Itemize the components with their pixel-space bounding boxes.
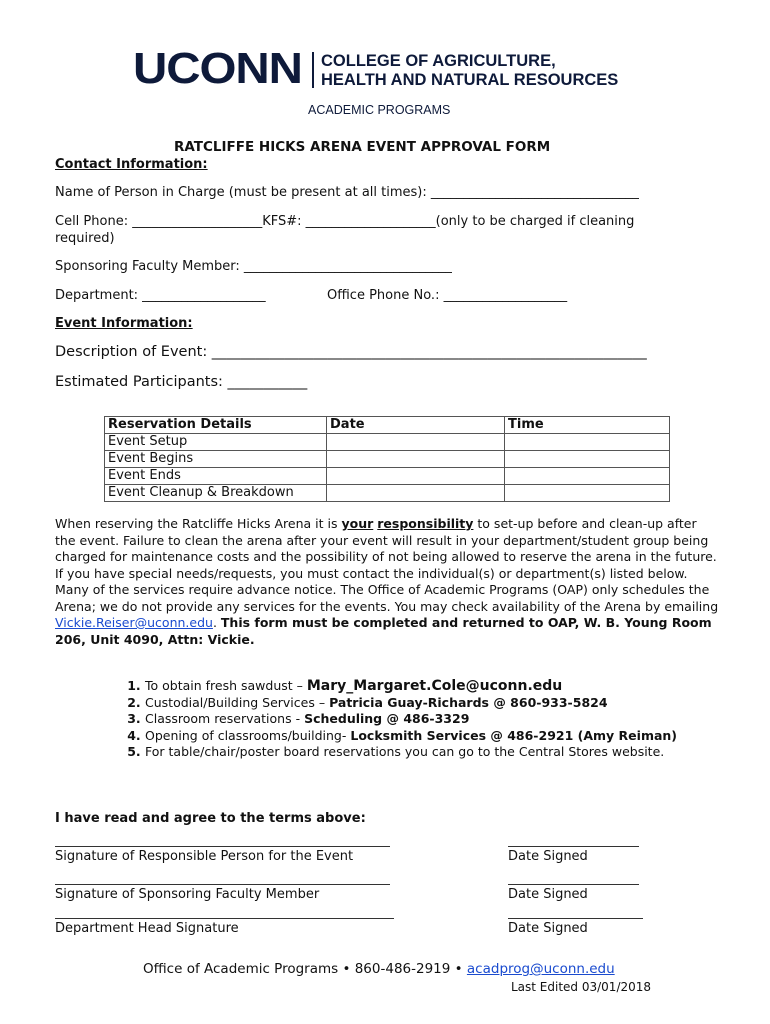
list-item bbox=[145, 744, 725, 761]
date-line-responsible[interactable] bbox=[508, 846, 639, 847]
time-cell[interactable] bbox=[505, 451, 670, 468]
list-item bbox=[145, 678, 725, 695]
list-item bbox=[145, 711, 725, 728]
list-item bbox=[145, 695, 725, 712]
cell-phone-kfs-field[interactable]: Cell Phone: ____________________KFS#: ____________________(only to be charged if cleaning bbox=[55, 214, 635, 229]
table-row bbox=[105, 451, 670, 468]
service-text: Opening of classrooms/building- bbox=[145, 727, 351, 743]
college-name bbox=[321, 52, 618, 90]
notice-responsibility: responsibility bbox=[377, 516, 474, 531]
uconn-logo: UCONN bbox=[133, 44, 302, 93]
signature-label: Department Head Signature bbox=[55, 921, 239, 936]
logo-divider bbox=[312, 52, 314, 88]
custodial-contact: Patricia Guay-Richards @ 860-933-5824 bbox=[329, 694, 608, 710]
service-text: Custodial/Building Services – bbox=[145, 694, 330, 710]
cell-phone-kfs-note: required) bbox=[55, 231, 115, 246]
signature-label: Signature of Sponsoring Faculty Member bbox=[55, 887, 320, 902]
event-description-field[interactable]: Description of Event: ____________________________________________________________ bbox=[55, 344, 647, 360]
form-title: RATCLIFFE HICKS ARENA EVENT APPROVAL FORM bbox=[174, 139, 551, 155]
college-name-line2: HEALTH AND NATURAL RESOURCES bbox=[321, 71, 619, 89]
date-label: Date Signed bbox=[508, 849, 588, 864]
date-cell[interactable] bbox=[327, 468, 505, 485]
list-item bbox=[145, 728, 725, 745]
table-header-row bbox=[105, 417, 670, 434]
date-label: Date Signed bbox=[508, 921, 588, 936]
notice-paragraph bbox=[55, 516, 720, 648]
sawdust-contact-email[interactable]: Mary_Margaret.Cole@uconn.edu bbox=[306, 678, 563, 694]
vickie-email-link[interactable]: Vickie.Reiser@uconn.edu bbox=[55, 615, 213, 630]
date-cell[interactable] bbox=[327, 451, 505, 468]
column-header: Reservation Details bbox=[105, 417, 327, 434]
time-cell[interactable] bbox=[505, 485, 670, 502]
last-edited: Last Edited 03/01/2018 bbox=[511, 980, 652, 994]
acadprog-email-link[interactable]: acadprog@uconn.edu bbox=[466, 961, 615, 977]
service-text: For table/chair/poster board reservations you can go to the Central Stores website. bbox=[145, 744, 665, 760]
person-in-charge-field[interactable]: Name of Person in Charge (must be present at all times): ________________________________ bbox=[55, 185, 639, 200]
date-cell[interactable] bbox=[327, 434, 505, 451]
notice-text-start: When reserving the Ratcliffe Hicks Arena it is bbox=[55, 516, 342, 531]
date-cell[interactable] bbox=[327, 485, 505, 502]
office-phone-field[interactable]: Office Phone No.: ___________________ bbox=[327, 288, 568, 303]
signature-line-faculty[interactable] bbox=[55, 884, 390, 885]
row-label: Event Setup bbox=[105, 434, 327, 451]
footer-office-text: Office of Academic Programs • 860-486-2919 • bbox=[143, 961, 467, 977]
reservation-table bbox=[104, 416, 670, 502]
row-label: Event Cleanup & Breakdown bbox=[105, 485, 327, 502]
unit-name: ACADEMIC PROGRAMS bbox=[308, 103, 451, 117]
agreement-statement: I have read and agree to the terms above: bbox=[55, 811, 366, 826]
notice-return-instructions: This form must be completed and returned to OAP, W. B. Young Room 206, Unit 4090, Attn: Vickie. bbox=[55, 615, 712, 647]
column-header: Date bbox=[327, 417, 505, 434]
participants-field[interactable]: Estimated Participants: ___________ bbox=[55, 374, 308, 390]
table-row bbox=[105, 468, 670, 485]
date-line-dept-head[interactable] bbox=[508, 918, 643, 919]
table-row bbox=[105, 434, 670, 451]
time-cell[interactable] bbox=[505, 434, 670, 451]
service-text: To obtain fresh sawdust – bbox=[145, 678, 307, 693]
table-row bbox=[105, 485, 670, 502]
notice-period: . bbox=[212, 615, 221, 630]
date-label: Date Signed bbox=[508, 887, 588, 902]
notice-your: your bbox=[341, 516, 374, 531]
column-header: Time bbox=[505, 417, 670, 434]
time-cell[interactable] bbox=[505, 468, 670, 485]
signature-line-responsible[interactable] bbox=[55, 846, 390, 847]
services-list bbox=[100, 678, 725, 761]
footer-office bbox=[143, 961, 615, 977]
college-name-line1: COLLEGE OF AGRICULTURE, bbox=[321, 52, 556, 70]
signature-line-dept-head[interactable] bbox=[55, 918, 394, 919]
scheduling-contact: Scheduling @ 486-3329 bbox=[304, 711, 470, 727]
department-field[interactable]: Department: ___________________ bbox=[55, 288, 266, 303]
contact-heading: Contact Information: bbox=[55, 157, 208, 172]
row-label: Event Ends bbox=[105, 468, 327, 485]
event-heading: Event Information: bbox=[55, 316, 193, 331]
row-label: Event Begins bbox=[105, 451, 327, 468]
signature-label: Signature of Responsible Person for the Event bbox=[55, 849, 354, 864]
date-line-faculty[interactable] bbox=[508, 884, 639, 885]
service-text: Classroom reservations - bbox=[145, 711, 305, 727]
notice-text-body: to set-up before and clean-up after the event. Failure to clean the arena after your event will result in your department/student group being charged for maintenance costs and the possibility of not being allowed to reserve the arena in the future. If you have special needs/requests, you must contact the individual(s) or department(s) listed below. Many of the services require advance notice. The Office of Academic Programs (OAP) only schedules the Arena; we do not provide any services for the events. You may check availability of the Arena by emailing bbox=[55, 516, 719, 614]
locksmith-contact: Locksmith Services @ 486-2921 (Amy Reiman) bbox=[350, 727, 678, 743]
sponsoring-faculty-field[interactable]: Sponsoring Faculty Member: ________________________________ bbox=[55, 259, 452, 274]
